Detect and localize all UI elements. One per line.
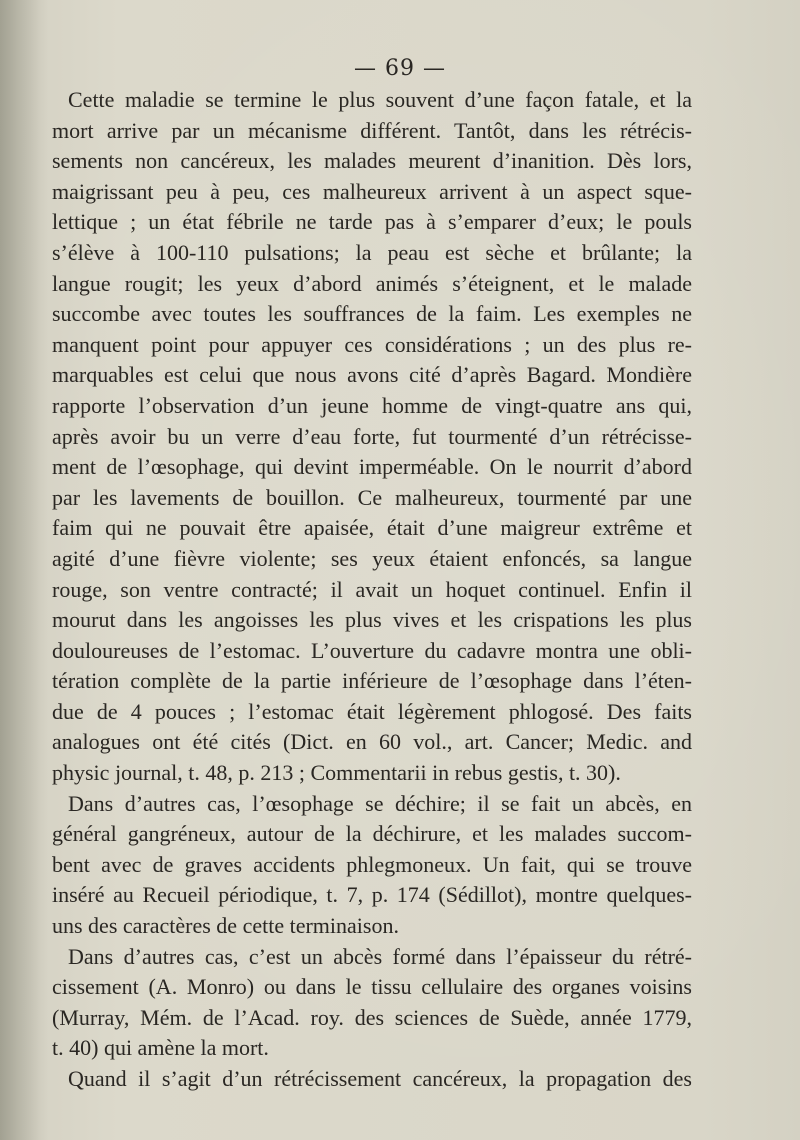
text-line: langue rougit; les yeux d’abord animés s’éteignent, et le malade xyxy=(52,270,692,296)
text-line: Cette maladie se termine le plus souvent d’une façon fatale, et la xyxy=(68,87,692,112)
text-line: après avoir bu un verre d’eau forte, fut tourmenté d’un rétrécisse- xyxy=(52,423,692,449)
text-line: mourut dans les angoisses les plus vives et les crispations les plus xyxy=(52,607,692,633)
text-line: maigrissant peu à peu, ces malheureux arrivent à un aspect sque- xyxy=(52,178,692,204)
text-line: s’élève à 100-110 pulsations; la peau est sèche et brûlante; la xyxy=(52,239,692,265)
text-line: tération complète de la partie inférieure de l’œsophage dans l’éten- xyxy=(52,668,692,694)
text-line: rouge, son ventre contracté; il avait un hoquet continuel. Enfin il xyxy=(52,576,692,602)
text-line: manquent point pour appuyer ces considérations ; un des plus re- xyxy=(52,331,692,357)
page-gutter-shadow xyxy=(0,0,48,1140)
text-line: douloureuses de l’estomac. L’ouverture du cadavre montra une obli- xyxy=(52,637,692,663)
text-line: Dans d’autres cas, l’œsophage se déchire; il se fait un abcès, en xyxy=(68,790,692,816)
text-line: t. 40) qui amène la mort. xyxy=(52,1035,269,1061)
text-line: marquables est celui que nous avons cité d’après Bagard. Mondière xyxy=(52,362,692,388)
text-line: mort arrive par un mécanisme différent. Tantôt, dans les rétrécis- xyxy=(52,117,692,143)
text-line: succombe avec toutes les souffrances de la faim. Les exemples ne xyxy=(52,301,692,327)
text-line: inséré au Recueil périodique, t. 7, p. 174 (Sédillot), montre quelques- xyxy=(52,882,692,908)
text-line: par les lavements de bouillon. Ce malheureux, tourmenté par une xyxy=(52,484,692,510)
text-line: général gangréneux, autour de la déchirure, et les malades succom- xyxy=(52,821,692,847)
text-line: sements non cancéreux, les malades meurent d’inanition. Dès lors, xyxy=(52,148,692,174)
body-text xyxy=(52,85,692,1095)
text-line: agité d’une fièvre violente; ses yeux étaient enfoncés, sa langue xyxy=(52,545,692,571)
text-line: faim qui ne pouvait être apaisée, était d’une maigreur extrême et xyxy=(52,515,692,541)
text-line: ment de l’œsophage, qui devint imperméable. On le nourrit d’abord xyxy=(52,454,692,480)
text-line: bent avec de graves accidents phlegmoneux. Un fait, qui se trouve xyxy=(52,851,692,877)
text-line: rapporte l’observation d’un jeune homme de vingt-quatre ans qui, xyxy=(52,392,692,418)
text-line: lettique ; un état fébrile ne tarde pas à s’emparer d’eux; le pouls xyxy=(52,209,692,235)
text-line: Dans d’autres cas, c’est un abcès formé dans l’épaisseur du rétré- xyxy=(68,943,692,969)
page-number: — 69 — xyxy=(354,56,446,81)
text-line: (Murray, Mém. de l’Acad. roy. des sciences de Suède, année 1779, xyxy=(52,1004,692,1030)
text-line: uns des caractères de cette terminaison. xyxy=(52,913,399,939)
text-line: physic journal, t. 48, p. 213 ; Commentarii in rebus gestis, t. 30). xyxy=(52,760,621,786)
text-line: Quand il s’agit d’un rétrécissement cancéreux, la propagation des xyxy=(68,1066,692,1091)
text-line: cissement (A. Monro) ou dans le tissu cellulaire des organes voisins xyxy=(52,974,692,1000)
text-line: analogues ont été cités (Dict. en 60 vol., art. Cancer; Medic. and xyxy=(52,729,692,755)
text-line: due de 4 pouces ; l’estomac était légèrement phlogosé. Des faits xyxy=(52,698,692,724)
